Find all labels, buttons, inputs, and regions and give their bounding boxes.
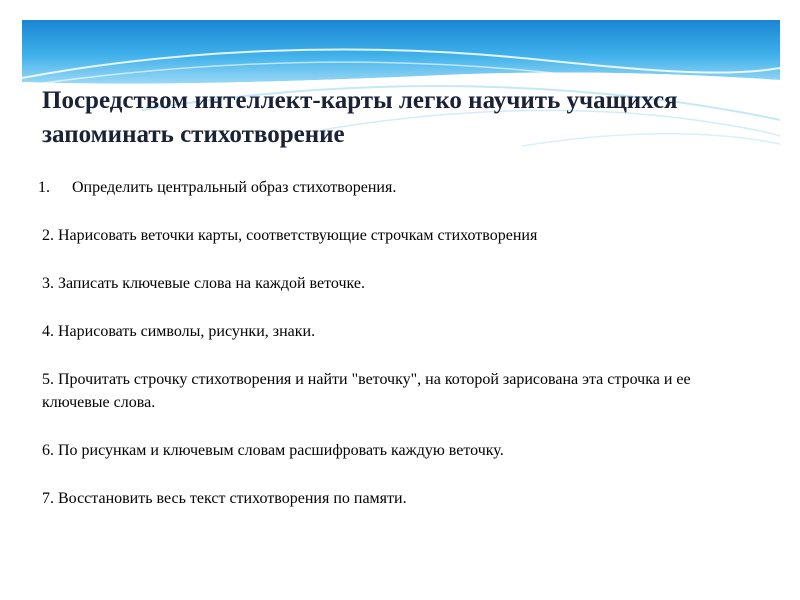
step-text: Определить центральный образ стихотворения. (72, 179, 397, 196)
list-item: 5. Прочитать строчку стихотворения и найти "веточку", на которой зарисована эта строчка и ее ключевые слова. (42, 371, 691, 411)
list-item: 7. Восстановить весь текст стихотворения по памяти. (42, 490, 407, 507)
list-item: 3. Записать ключевые слова на каждой веточке. (42, 275, 365, 292)
step-number: 1. (38, 179, 50, 196)
list-item: 4. Нарисовать символы, рисунки, знаки. (42, 323, 316, 340)
list-item: 2. Нарисовать веточки карты, соответствующие строчкам стихотворения (42, 227, 538, 244)
list-item (38, 176, 762, 199)
steps-list (38, 176, 762, 510)
slide-title: Посредством интеллект-карты легко научить учащихся запоминать стихотворение (42, 87, 678, 148)
list-item: 6. По рисункам и ключевым словам расшифровать каждую веточку. (42, 442, 504, 459)
